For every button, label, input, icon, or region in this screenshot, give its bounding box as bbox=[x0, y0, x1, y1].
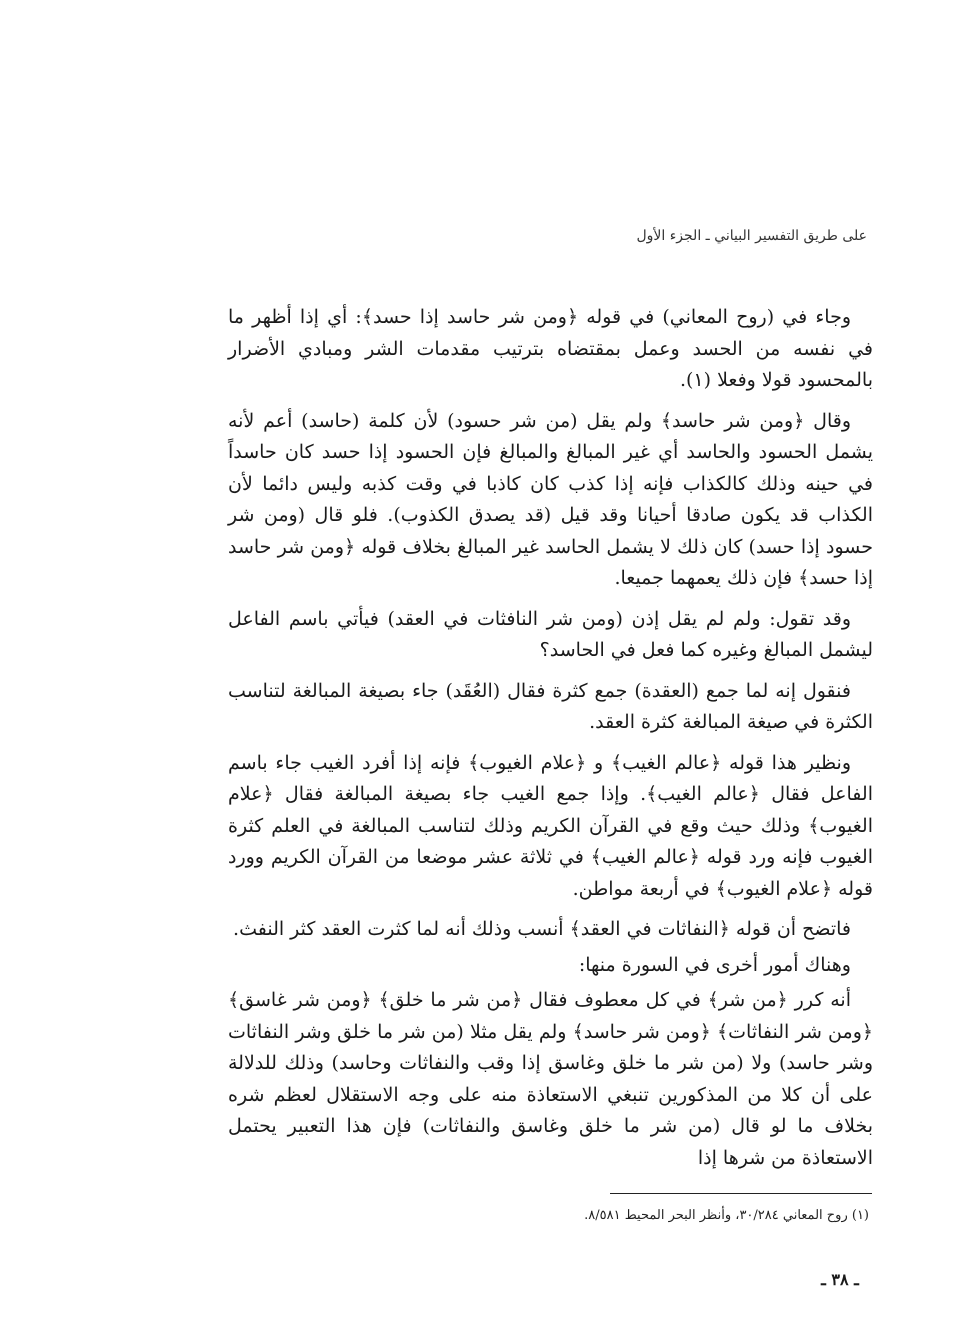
paragraph: وقال ﴿ومن شر حاسد﴾ ولم يقل (من شر حسود) لأن كلمة (حاسد) أعم لأنه يشمل الحسود والحاسد أي غير المبالغ والمبالغ فإن الحسود إذا حسد كان حاسداً في حينه وذلك كالكذاب فإنه إذا كذب كان كاذبا في وقت كذبه وليس دائما لأن الكذاب قد يكون صادقا أحيانا وقد قيل (قد يصدق الكذوب). فلو قال (ومن شر حسود إذا حسد) كان ذلك لا يشمل الحاسد غير المبالغ بخلاف قوله ﴿ومن شر حاسد إذا حسد﴾ فإن ذلك يعمهما جميعا. bbox=[228, 409, 873, 589]
paragraph: فنقول إنه لما جمع (العقدة) جمع كثرة فقال (العُقَد) جاء بصيغة المبالغة لتناسب الكثرة في صيغة المبالغة كثرة العقد. bbox=[228, 679, 873, 733]
paragraph: وقد تقول: ولم لم يقل إذن (ومن شر النافثات في العقد) فيأتي باسم الفاعل ليشمل المبالغ وغيره كما فعل في الحاسد؟ bbox=[228, 607, 873, 661]
paragraph: فاتضح أن قوله ﴿النفاثات في العقد﴾ أنسب وذلك أنه لما كثرت العقد كثر النفث. bbox=[233, 918, 851, 940]
footnote-divider bbox=[610, 1193, 872, 1194]
paragraph: ونظير هذا قوله ﴿عالم الغيب﴾ و ﴿علام الغيوب﴾ فإنه إذا أفرد الغيب جاء باسم الفاعل فقال ﴿عالم الغيب﴾. وإذا جمع الغيب جاء بصيغة المبالغة فقال ﴿علام الغيوب﴾ وذلك حيث وقع في القرآن الكريم وذلك لتناسب المبالغة في العلم كثرة الغيوب فإنه ورد قوله ﴿عالم الغيب﴾ في ثلاثة عشر موضعا من القرآن الكريم وورد قوله ﴿علام الغيوب﴾ في أربعة مواطن. bbox=[228, 751, 873, 900]
paragraph: وجاء في (روح المعاني) في قوله ﴿ومن شر حاسد إذا حسد﴾: أي إذا أظهر ما في نفسه من الحسد وعمل بمقتضاه بترتيب مقدمات الشر ومبادي الأضرار بالمحسود قولا وفعلا (١). bbox=[228, 306, 873, 391]
footnote: (١) روح المعاني ٣٠/٢٨٤، وأنظر البحر المحيط ٨/٥٨١. bbox=[584, 1208, 869, 1223]
paragraph: أنه كرر ﴿من شر﴾ في كل معطوف فقال ﴿من شر ما خلق﴾ ﴿ومن شر غاسق﴾ ﴿ومن شر النفاثات﴾ ﴿ومن شر حاسد﴾ ولم يقل مثلا (من شر ما خلق وشر النفاثات وشر حاسد) ولا (من شر ما خلق وغاسق إذا وقب والنفاثات وحاسد) وذلك للدلالة على أن كلا من المذكورين تنبغي الاستعاذة منه على وجه الاستقلال لعظم شره بخلاف ما لو قال (من شر ما خلق وغاسق والنفاثات) فإن هذا التعبير يحتمل الاستعاذة من شرها إذا bbox=[228, 989, 873, 1169]
body-text bbox=[228, 302, 873, 1183]
running-header: على طريق التفسير البياني ـ الجزء الأول bbox=[636, 228, 867, 244]
paragraph: وهناك أمور أخرى في السورة منها: bbox=[578, 953, 851, 976]
page-number: ـ ٣٨ ـ bbox=[821, 1270, 859, 1289]
